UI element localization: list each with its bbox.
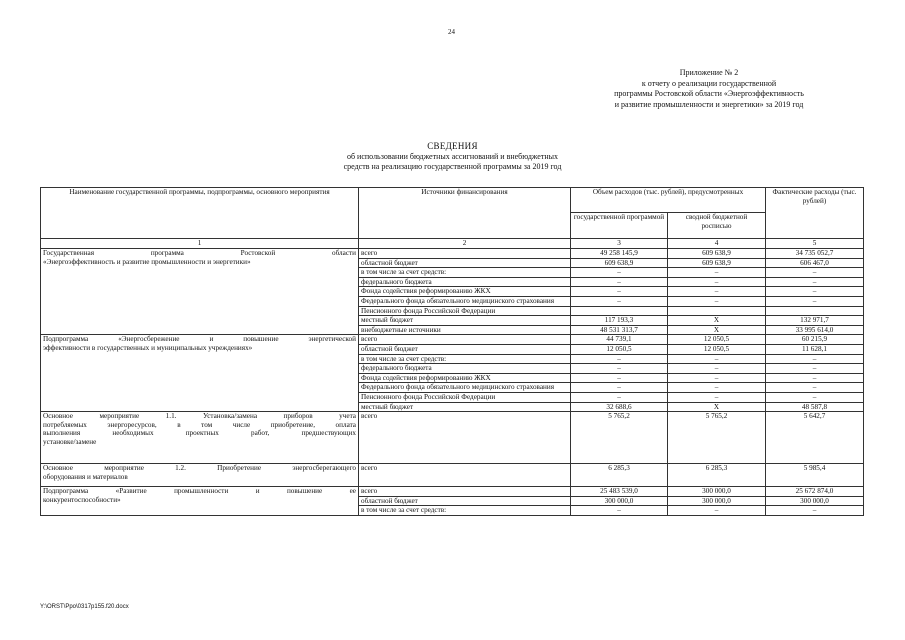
header-actual-expenses: Фактические расходы (тыс. рублей) [766,188,864,239]
value-cell: – [571,268,668,278]
measure-1-name-cell [41,412,359,464]
source-cell: областной бюджет [359,258,571,268]
source-cell: Пенсионного фонда Российской Федерации [359,306,571,316]
table-row [41,464,864,487]
value-cell: – [766,392,864,402]
source-cell: всего [359,487,571,497]
column-number: 3 [571,239,668,249]
value-cell: 609 638,9 [668,249,766,259]
source-cell: Федерального фонда обязательного медицинского страхования [359,296,571,306]
value-cell: – [766,364,864,374]
source-cell: местный бюджет [359,316,571,326]
value-cell: – [766,373,864,383]
page-number: 24 [448,28,455,36]
appendix-line-3: программы Ростовской области «Энергоэффективность [614,89,804,98]
value-cell: 25 672 874,0 [766,487,864,497]
value-cell: 300 000,0 [668,496,766,506]
document-title: СВЕДЕНИЯ [427,141,478,151]
source-cell: Фонда содействия реформированию ЖКХ [359,287,571,297]
value-cell: – [668,296,766,306]
value-cell: 12 050,5 [571,344,668,354]
value-cell: 12 050,5 [668,344,766,354]
column-number: 5 [766,239,864,249]
value-cell: 117 193,3 [571,316,668,326]
subprogram-2-name-cell [41,487,359,516]
header-program-name: Наименование государственной программы, подпрограммы, основного мероприятия [41,188,359,239]
source-cell: Пенсионного фонда Российской Федерации [359,392,571,402]
value-cell: 5 765,2 [668,412,766,464]
value-cell: – [571,287,668,297]
value-cell: 49 258 145,9 [571,249,668,259]
file-path-footer: Y:\ORST\Ppo\0317p155.f20.docx [40,604,129,610]
value-cell: 5 642,7 [766,412,864,464]
subprogram-2-name-line-1: Подпрограмма «Развитие промышленности и повышение ее [43,487,356,496]
value-cell: 609 638,9 [668,258,766,268]
header-budget-list: сводной бюджетной росписью [668,213,766,239]
value-cell: 300 000,0 [668,487,766,497]
value-cell: – [766,506,864,516]
value-cell: – [668,277,766,287]
appendix-line-2: к отчету о реализации государственной [641,78,777,88]
header-row [41,188,864,213]
header-state-program: государственной программой [571,213,668,239]
value-cell: 60 215,9 [766,335,864,345]
table-row [41,487,864,497]
source-cell: всего [359,464,571,487]
source-cell: Фонда содействия реформированию ЖКХ [359,373,571,383]
header-planned-expenses: Объем расходов (тыс. рублей), предусмотренных [571,188,766,213]
value-cell: 5 985,4 [766,464,864,487]
measure-1-name-line-3: выполнения необходимых проектных работ, предшествующих [43,429,356,438]
measure-2-name-cell [41,464,359,487]
source-cell: федерального бюджета [359,364,571,374]
value-cell: – [668,268,766,278]
subprogram-2-name-line-2: конкурентоспособности» [43,495,121,504]
document-heading [250,141,655,172]
value-cell: 5 765,2 [571,412,668,464]
table-row [41,412,864,464]
value-cell: – [766,287,864,297]
value-cell: 25 483 539,0 [571,487,668,497]
value-cell: – [571,373,668,383]
value-cell: 33 995 614,0 [766,325,864,335]
table-row [41,335,864,345]
value-cell: 34 735 052,7 [766,249,864,259]
value-cell: – [571,383,668,393]
column-number: 4 [668,239,766,249]
value-cell: – [668,354,766,364]
value-cell [668,306,766,316]
source-cell: федерального бюджета [359,277,571,287]
source-cell: местный бюджет [359,402,571,412]
value-cell: 300 000,0 [571,496,668,506]
subprogram-1-name-line-2: эффективности в государственных и муниципальных учреждениях» [43,343,253,352]
column-number: 2 [359,239,571,249]
value-cell: – [668,506,766,516]
value-cell [571,306,668,316]
source-cell: областной бюджет [359,344,571,354]
value-cell: – [571,296,668,306]
source-cell: в том числе за счет средств: [359,506,571,516]
value-cell: 48 587,8 [766,402,864,412]
value-cell: – [668,287,766,297]
value-cell: – [668,364,766,374]
value-cell: X [668,316,766,326]
measure-2-name-line-2: оборудования и материалов [43,472,128,481]
source-cell: в том числе за счет средств: [359,268,571,278]
value-cell: – [766,296,864,306]
source-cell: Федерального фонда обязательного медицинского страхования [359,383,571,393]
value-cell: 6 285,3 [571,464,668,487]
measure-1-name-line-4: установке/замене [43,437,97,446]
appendix-block [559,68,859,110]
measure-2-name-line-1: Основное мероприятие 1.2. Приобретение энергосберегающего [43,464,356,473]
value-cell: X [668,402,766,412]
value-cell: 12 050,5 [668,335,766,345]
program-name-line-2: «Энергоэффективность и развитие промышленности и энергетики» [43,257,251,266]
value-cell: – [571,364,668,374]
appendix-line-4: и развитие промышленности и энергетики» за 2019 год [614,99,804,109]
table-row [41,249,864,259]
expenses-table [40,187,864,516]
header-funding-sources: Источники финансирования [359,188,571,239]
measure-1-name-line-1: Основное мероприятие 1.1. Установка/замена приборов учета [43,412,356,421]
program-name-line-1: Государственная программа Ростовской области [43,249,356,257]
value-cell: 300 000,0 [766,496,864,506]
value-cell: 44 739,1 [571,335,668,345]
value-cell: 609 638,9 [571,258,668,268]
measure-1-name-line-2: потребляемых энергоресурсов, в том числе приобретение, оплата [43,420,356,429]
value-cell: – [766,383,864,393]
value-cell: – [766,277,864,287]
document-subtitle-1: об использовании бюджетных ассигнований и внебюджетных [346,152,559,161]
value-cell: 48 531 313,7 [571,325,668,335]
value-cell: – [571,354,668,364]
value-cell: – [766,268,864,278]
subprogram-1-name-cell [41,335,359,412]
source-cell: в том числе за счет средств: [359,354,571,364]
appendix-line-1: Приложение № 2 [679,68,739,77]
value-cell: – [571,392,668,402]
value-cell: – [668,373,766,383]
source-cell: всего [359,249,571,259]
value-cell [766,306,864,316]
value-cell: – [571,277,668,287]
source-cell: областной бюджет [359,496,571,506]
value-cell: – [571,506,668,516]
column-number: 1 [41,239,359,249]
value-cell: – [668,383,766,393]
subprogram-1-name-line-1: Подпрограмма «Энергосбережение и повышение энергетической [43,335,356,344]
value-cell: 6 285,3 [668,464,766,487]
source-cell: всего [359,412,571,464]
value-cell: 606 467,0 [766,258,864,268]
source-cell: всего [359,335,571,345]
source-cell: внебюджетные источники [359,325,571,335]
value-cell: 11 628,1 [766,344,864,354]
program-name-cell [41,249,359,335]
value-cell: – [668,392,766,402]
value-cell: 132 971,7 [766,316,864,326]
value-cell: X [668,325,766,335]
document-subtitle-2: средств на реализацию государственной программы за 2019 год [343,162,562,171]
column-numbers-row [41,239,864,249]
value-cell: 32 688,6 [571,402,668,412]
value-cell: – [766,354,864,364]
